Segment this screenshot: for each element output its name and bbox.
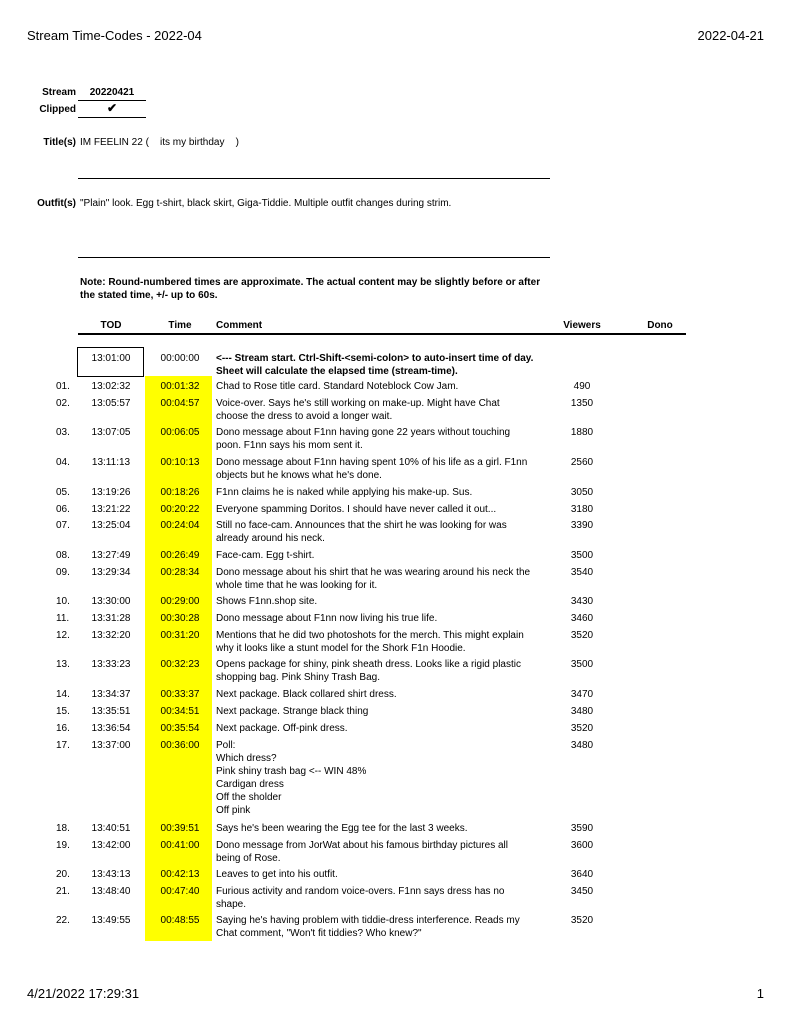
- row-comment: Next package. Off-pink dress.: [216, 723, 348, 734]
- row-time: 00:26:49: [160, 550, 200, 561]
- row-time: 00:30:28: [160, 613, 200, 624]
- row-number: 17.: [56, 740, 70, 751]
- row-time: 00:36:00: [160, 740, 200, 751]
- row-tod: 13:02:32: [91, 381, 131, 392]
- row-time: 00:28:34: [160, 567, 200, 578]
- row-viewers: 3480: [570, 706, 594, 717]
- row-number: 20.: [56, 869, 70, 880]
- row-number: 02.: [56, 398, 70, 409]
- row-comment: Dono message about F1nn having spent 10% of his life as a girl. F1nn objects but he knows what he's done.: [216, 457, 528, 481]
- col-header-dono: Dono: [647, 320, 673, 331]
- row-viewers: 3520: [570, 630, 594, 641]
- row-time: 00:18:26: [160, 487, 200, 498]
- row-tod: 13:33:23: [91, 659, 131, 670]
- row-viewers: 1880: [570, 427, 594, 438]
- row-number: 15.: [56, 706, 70, 717]
- row-time: 00:34:51: [160, 706, 200, 717]
- start-tod: 13:01:00: [91, 353, 131, 364]
- clipped-underline: [78, 117, 146, 118]
- row-comment: Dono message about F1nn now living his true life.: [216, 613, 438, 624]
- row-tod: 13:42:00: [91, 840, 131, 851]
- row-comment: Opens package for shiny, pink sheath dress. Looks like a rigid plastic shopping bag. Pink Shiny Trash Bag.: [216, 659, 521, 683]
- row-viewers: 3450: [570, 886, 594, 897]
- row-tod: 13:37:00: [91, 740, 131, 751]
- row-viewers: 3050: [570, 487, 594, 498]
- outfits-label: Outfit(s): [37, 198, 76, 209]
- row-tod: 13:31:28: [91, 613, 131, 624]
- row-viewers: 3180: [570, 504, 594, 515]
- row-time: 00:33:37: [160, 689, 200, 700]
- row-tod: 13:34:37: [91, 689, 131, 700]
- row-viewers: 3520: [570, 723, 594, 734]
- row-time: 00:04:57: [160, 398, 200, 409]
- row-comment: Next package. Black collared shirt dress.: [216, 689, 397, 700]
- footer-page-number: 1: [756, 986, 764, 1001]
- row-viewers: 3430: [570, 596, 594, 607]
- row-tod: 13:05:57: [91, 398, 131, 409]
- stream-label: Stream: [42, 87, 76, 98]
- col-header-tod: TOD: [100, 320, 122, 331]
- start-time: 00:00:00: [160, 353, 200, 364]
- row-viewers: 3500: [570, 550, 594, 561]
- outfits-underline: [78, 257, 550, 258]
- row-viewers: 3590: [570, 823, 594, 834]
- row-tod: 13:48:40: [91, 886, 131, 897]
- row-tod: 13:29:34: [91, 567, 131, 578]
- row-time: 00:47:40: [160, 886, 200, 897]
- row-number: 04.: [56, 457, 70, 468]
- row-time: 00:29:00: [160, 596, 200, 607]
- row-comment: Face-cam. Egg t-shirt.: [216, 550, 315, 561]
- footer-timestamp: 4/21/2022 17:29:31: [27, 986, 140, 1001]
- row-time: 00:41:00: [160, 840, 200, 851]
- row-time: 00:20:22: [160, 504, 200, 515]
- row-comment: Voice-over. Says he's still working on make-up. Might have Chat choose the dress to avoid a longer wait.: [216, 398, 500, 422]
- row-tod: 13:32:20: [91, 630, 131, 641]
- row-comment: Saying he's having problem with tiddie-dress interference. Reads my Chat comment, "Won't fit tiddies? Who knew?": [216, 915, 520, 939]
- row-number: 14.: [56, 689, 70, 700]
- row-time: 00:48:55: [160, 915, 200, 926]
- clipped-checkmark: ✔: [106, 101, 118, 115]
- document-date: 2022-04-21: [697, 28, 764, 43]
- row-number: 08.: [56, 550, 70, 561]
- col-header-time: Time: [168, 320, 192, 331]
- row-time: 00:42:13: [160, 869, 200, 880]
- row-tod: 13:36:54: [91, 723, 131, 734]
- row-number: 10.: [56, 596, 70, 607]
- row-viewers: 3390: [570, 520, 594, 531]
- row-number: 09.: [56, 567, 70, 578]
- row-time: 00:39:51: [160, 823, 200, 834]
- row-time: 00:32:23: [160, 659, 200, 670]
- row-comment: Next package. Strange black thing: [216, 706, 369, 717]
- col-header-viewers: Viewers: [563, 320, 601, 331]
- row-comment: Poll: Which dress? Pink shiny trash bag <-- WIN 48% Cardigan dress Off the sholder Off pink: [216, 740, 367, 816]
- row-time: 00:31:20: [160, 630, 200, 641]
- clipped-label: Clipped: [39, 104, 76, 115]
- row-tod: 13:35:51: [91, 706, 131, 717]
- outfits-value: "Plain" look. Egg t-shirt, black skirt, Giga-Tiddie. Multiple outfit changes during strim.: [80, 198, 452, 209]
- row-tod: 13:07:05: [91, 427, 131, 438]
- row-number: 12.: [56, 630, 70, 641]
- row-tod: 13:11:13: [91, 457, 131, 468]
- row-viewers: 3460: [570, 613, 594, 624]
- row-viewers: 3600: [570, 840, 594, 851]
- stream-value: 20220421: [89, 87, 135, 98]
- row-tod: 13:30:00: [91, 596, 131, 607]
- row-comment: Everyone spamming Doritos. I should have never called it out...: [216, 504, 497, 515]
- row-number: 01.: [56, 381, 70, 392]
- row-comment: Still no face-cam. Announces that the shirt he was looking for was already around his neck.: [216, 520, 507, 544]
- row-comment: Chad to Rose title card. Standard Noteblock Cow Jam.: [216, 381, 459, 392]
- row-tod: 13:25:04: [91, 520, 131, 531]
- row-number: 03.: [56, 427, 70, 438]
- row-viewers: 1350: [570, 398, 594, 409]
- row-number: 11.: [56, 613, 70, 624]
- row-viewers: 3520: [570, 915, 594, 926]
- header-rule: [78, 333, 686, 335]
- row-comment: Mentions that he did two photoshots for the merch. This might explain why it looks like a stunt model for the Shork F1n Hoodie.: [216, 630, 524, 654]
- row-comment: Dono message about his shirt that he was wearing around his neck the whole time that he was looking for it.: [216, 567, 531, 591]
- titles-label: Title(s): [43, 137, 76, 148]
- row-number: 06.: [56, 504, 70, 515]
- row-tod: 13:19:26: [91, 487, 131, 498]
- row-comment: F1nn claims he is naked while applying his make-up. Sus.: [216, 487, 473, 498]
- row-tod: 13:40:51: [91, 823, 131, 834]
- row-viewers: 3540: [570, 567, 594, 578]
- approximation-note: Note: Round-numbered times are approximate. The actual content may be slightly before or after the stated time, +/- up to 60s.: [80, 277, 541, 301]
- row-comment: Shows F1nn.shop site.: [216, 596, 318, 607]
- titles-value: IM FEELIN 22 ( its my birthday ): [80, 137, 239, 148]
- row-number: 16.: [56, 723, 70, 734]
- row-viewers: 2560: [570, 457, 594, 468]
- row-comment: Dono message from JorWat about his famous birthday pictures all being of Rose.: [216, 840, 508, 864]
- col-header-comment: Comment: [216, 320, 263, 331]
- row-tod: 13:27:49: [91, 550, 131, 561]
- row-tod: 13:21:22: [91, 504, 131, 515]
- row-number: 21.: [56, 886, 70, 897]
- row-viewers: 3480: [570, 740, 594, 751]
- row-comment: Dono message about F1nn having gone 22 years without touching poon. F1nn says his mom sent it.: [216, 427, 511, 451]
- row-viewers: 3500: [570, 659, 594, 670]
- row-viewers: 490: [573, 381, 591, 392]
- row-number: 19.: [56, 840, 70, 851]
- row-number: 13.: [56, 659, 70, 670]
- row-viewers: 3640: [570, 869, 594, 880]
- row-tod: 13:49:55: [91, 915, 131, 926]
- row-viewers: 3470: [570, 689, 594, 700]
- row-time: 00:10:13: [160, 457, 200, 468]
- start-comment: <--- Stream start. Ctrl-Shift-<semi-colon> to auto-insert time of day. Sheet will calculate the elapsed time (stream-time).: [216, 353, 534, 377]
- row-number: 05.: [56, 487, 70, 498]
- row-time: 00:06:05: [160, 427, 200, 438]
- row-time: 00:24:04: [160, 520, 200, 531]
- row-comment: Furious activity and random voice-overs. F1nn says dress has no shape.: [216, 886, 505, 910]
- row-comment: Says he's been wearing the Egg tee for the last 3 weeks.: [216, 823, 468, 834]
- row-time: 00:01:32: [160, 381, 200, 392]
- row-number: 22.: [56, 915, 70, 926]
- row-number: 18.: [56, 823, 70, 834]
- titles-underline: [78, 178, 550, 179]
- document-title: Stream Time-Codes - 2022-04: [27, 28, 202, 43]
- row-number: 07.: [56, 520, 70, 531]
- row-time: 00:35:54: [160, 723, 200, 734]
- row-tod: 13:43:13: [91, 869, 131, 880]
- row-comment: Leaves to get into his outfit.: [216, 869, 338, 880]
